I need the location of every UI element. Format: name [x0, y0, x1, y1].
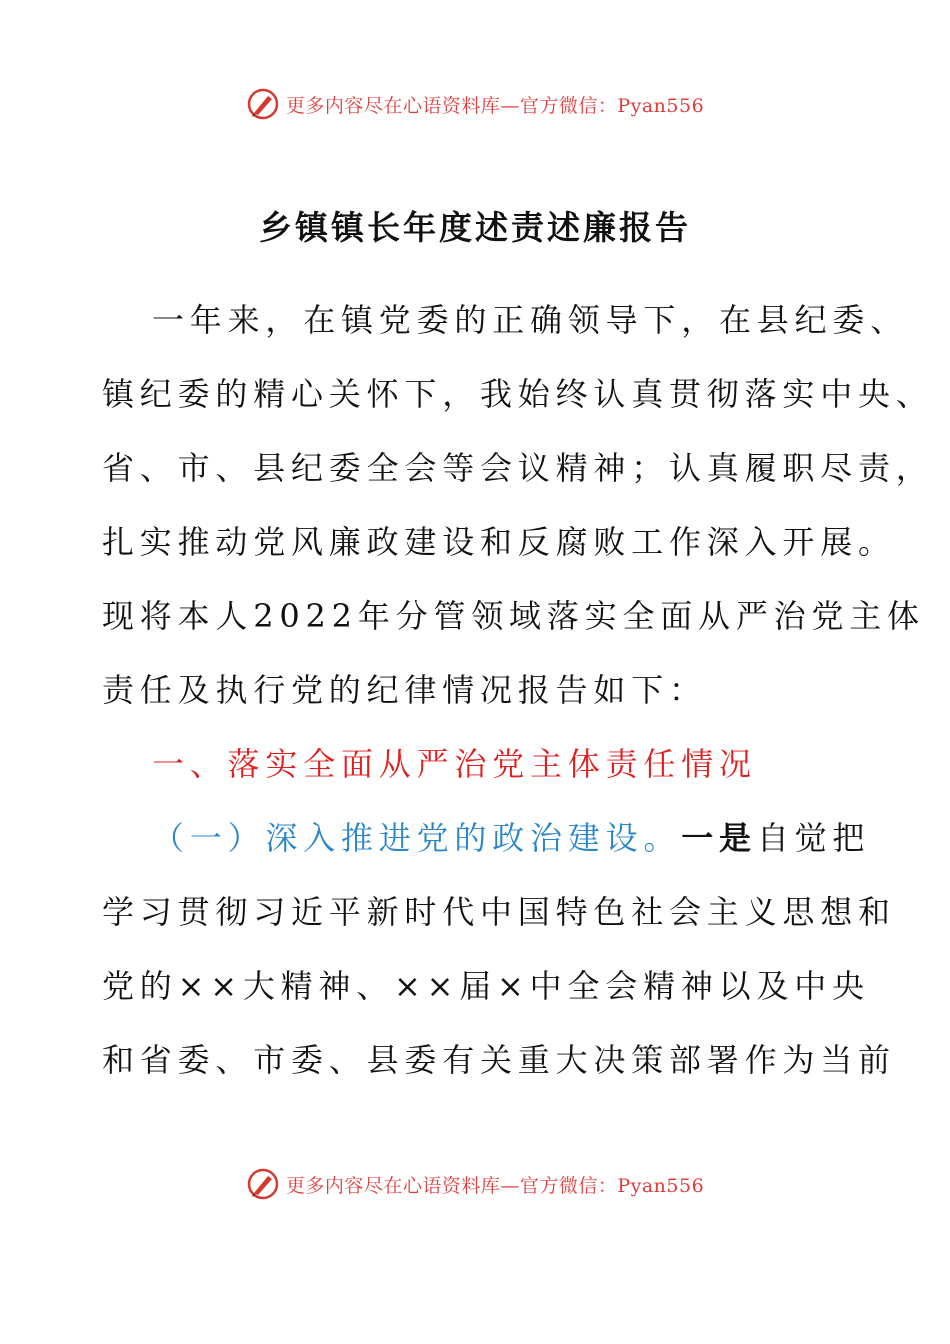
bold-lead: 一是 [681, 819, 757, 857]
paragraph-line: 和省委、市委、县委有关重大决策部署作为当前 [102, 1041, 896, 1079]
footer-watermark [0, 1164, 950, 1204]
subsection-heading: （一）深入推进党的政治建设。 [152, 819, 682, 857]
paragraph-line: 责任及执行党的纪律情况报告如下： [102, 671, 707, 709]
paragraph-line: 学习贯彻习近平新时代中国特色社会主义思想和 [102, 893, 896, 931]
paragraph-line: 扎实推动党风廉政建设和反腐败工作深入开展。 [102, 523, 896, 561]
pen-logo-icon [246, 87, 280, 121]
paragraph-line: 党的××大精神、××届×中全会精神以及中央 [102, 967, 870, 1005]
paragraph-line: 省、市、县纪委全会等会议精神；认真履职尽责， [102, 449, 934, 487]
section-heading: 一、落实全面从严治党主体责任情况 [152, 745, 757, 783]
paragraph-line: 现将本人2022年分管领域落实全面从严治党主体 [102, 597, 925, 635]
subsection-text: 自觉把 [756, 819, 871, 857]
subsection-line [102, 801, 874, 875]
pen-logo-icon [246, 1167, 280, 1201]
document-title: 乡镇镇长年度述责述廉报告 [259, 208, 691, 247]
document-body [102, 283, 934, 1097]
watermark-text: 更多内容尽在心语资料库—官方微信：Pyan556 [285, 1174, 705, 1197]
paragraph-line: 一年来，在镇党委的正确领导下，在县纪委、 [152, 301, 909, 339]
header-watermark [0, 84, 950, 124]
watermark-text: 更多内容尽在心语资料库—官方微信：Pyan556 [285, 94, 705, 117]
paragraph-line: 镇纪委的精心关怀下，我始终认真贯彻落实中央、 [102, 375, 934, 413]
